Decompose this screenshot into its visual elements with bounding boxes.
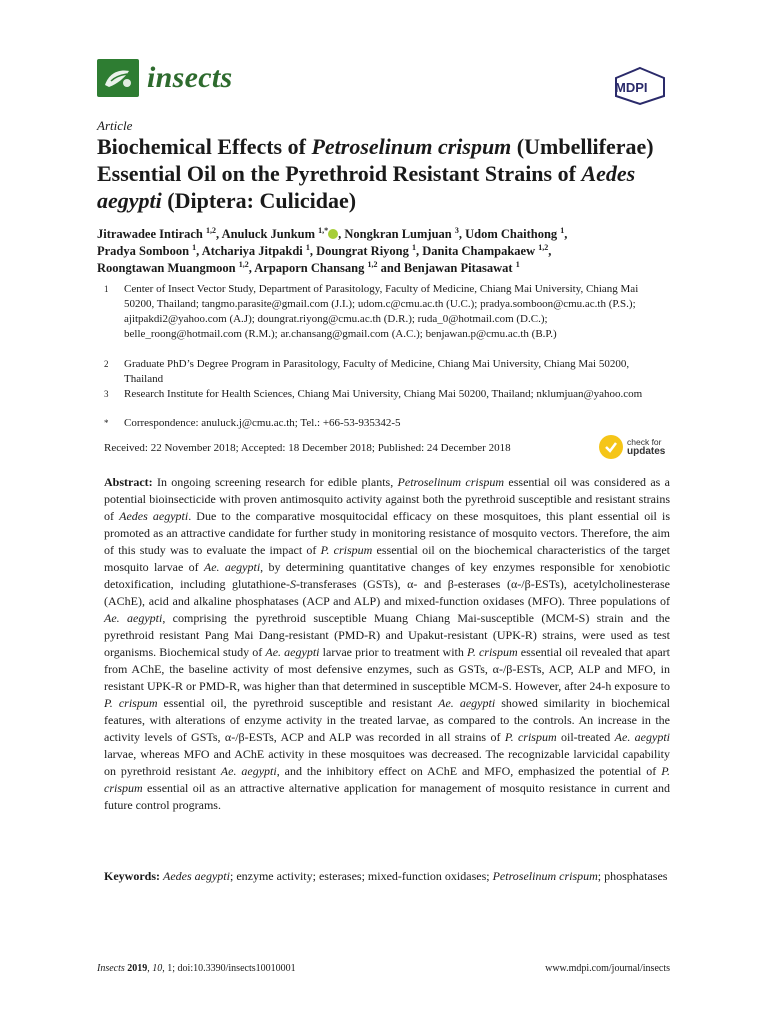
author[interactable]: Doungrat Riyong	[316, 244, 409, 258]
author[interactable]: Arpaporn Chansang	[254, 261, 365, 275]
author[interactable]: Pradya Somboon	[97, 244, 190, 258]
author[interactable]: Roongtawan Muangmoon	[97, 261, 236, 275]
keywords: Keywords: Aedes aegypti; enzyme activity; esterases; mixed-function oxidases; Petroselinum crispum; phosphatases	[104, 869, 668, 883]
affiliation: 3 Research Institute for Health Sciences, Chiang Mai University, Chiang Mai 50200, Thailand; nklumjuan@yahoo.com	[104, 388, 643, 400]
check-for-updates-button[interactable]: check for updates	[599, 435, 665, 459]
author[interactable]: Nongkran Lumjuan	[344, 227, 452, 241]
journal-logo-icon	[97, 59, 139, 97]
orcid-icon[interactable]	[328, 229, 338, 239]
journal-logo	[97, 59, 232, 97]
author-list: Jitrawadee Intirach $^{1,2}$, Anuluck Junkum $^{1,*}$ , Nongkran Lumjuan $^3$, Udom Chaithong $^1$, Pradya Somboon $^1$, Atchariya Jitpakdi $^1$, Doungrat Riyong $^1$, Danita Champakaew $^{1,2}$, Roongtawan Muangmoon $^{1,2}$, Arpaporn Chansang $^{1,2}$ and Benjawan Pitasawat $^1$	[97, 225, 568, 275]
paper-title: Biochemical Effects of Petroselinum crispum (Umbelliferae) Essential Oil on the Pyrethroid Resistant Strains of Aedes aegypti (Diptera: Culicidae)	[97, 134, 654, 213]
author[interactable]: Udom Chaithong	[465, 227, 558, 241]
author[interactable]: Atchariya Jitpakdi	[201, 244, 303, 258]
abstract: Abstract: In ongoing screening research for edible plants, Petroselinum crispum essential oil was considered as a potential bioinsecticide with proven antimosquito activity against both the pyrethroid susceptible and resistant strains of Aedes aegypti. Due to the comparative mosquitocidal efficacy on these mosquitoes, this plant essential oil is promoted as an attractive candidate for further study in monitoring resistance of mosquito vectors. Therefore, the aim of this study was to evaluate the impact of P. crispum essential oil on the biochemical characteristics of the target mosquito larvae of Ae. aegypti, by determining quantitative changes of key enzymes responsible for xenobiotic detoxification, including glutathione-S-transferases (GSTs), α- and β-esterases (α-/β-ESTs), acetylcholinesterase (AChE), acid and alkaline phosphatases (ACP and ALP) and mixed-function oxidases (MFO). Three populations of Ae. aegypti, comprising the pyrethroid susceptible Muang Chiang Mai-susceptible (MCM-S) strain and the pyrethroid resistant Pang Mai Dang-resistant (PMD-R) and Upakut-resistant (UPK-R) strains, were used as test organisms. Biochemical study of Ae. aegypti larvae prior to treatment with P. crispum essential oil revealed that apart from AChE, the baseline activity of most defensive enzymes, such as GSTs, α-/β-ESTs, ACP, ALP and MFO, in resistant UPK-R or PMD-R, was higher than that determined in susceptible MCM-S. However, after 24-h exposure to P. crispum essential oil, the pyrethroid susceptible and resistant Ae. aegypti showed similarity in biochemical features, with alterations of enzyme activity in the treated larvae, as compared to the controls. An increase in the activity levels of GSTs, α-/β-ESTs, ACP and ALP was recorded in all strains of P. crispum oil-treated Ae. aegypti larvae, whereas MFO and AChE activity in these mosquitoes was decreased. The recognizable larvicidal capability on pyrethroid resistant Ae. aegypti, and the inhibitory effect on AChE and MFO, emphasized the potential of P. crispum essential oil as an attractive alternative application for management of mosquito resistance in current and future control programs.	[104, 475, 671, 812]
check-updates-icon	[599, 435, 623, 459]
article-type: Article	[97, 118, 133, 133]
publisher-label: MDPI	[615, 80, 648, 95]
affiliation: 2 Graduate PhD’s Degree Program in Parasitology, Faculty of Medicine, Chiang Mai University, Chiang Mai 50200, Thailand	[104, 358, 630, 385]
author[interactable]: Jitrawadee Intirach	[97, 227, 203, 241]
citation-footer: Insects 2019, 10, 1; doi:10.3390/insects10010001	[97, 963, 296, 974]
journal-name: insects	[147, 61, 233, 94]
publication-dates: Received: 22 November 2018; Accepted: 18 December 2018; Published: 24 December 2018	[104, 442, 511, 454]
affiliation: 1 Center of Insect Vector Study, Department of Parasitology, Faculty of Medicine, Chiang Mai University, Chiang Mai 50200, Thailand; tangmo.parasite@gmail.com (J.I.); udom.c@cmu.ac.th (U.C.); pradya.somboon@cmu.ac.th (P.S.); ajitpakdi2@yahoo.com (A.J); doungrat.riyong@cmu.ac.th (D.R.); ruda_0@hotmail.com (D.C.); belle_roong@hotmail.com (R.M.); ar.chansang@gmail.com (A.C.); benjawan.p@cmu.ac.th (B.P.)	[104, 283, 639, 340]
author[interactable]: Danita Champakaew	[422, 244, 536, 258]
author[interactable]: Benjawan Pitasawat	[403, 261, 513, 275]
journal-url-link[interactable]: www.mdpi.com/journal/insects	[545, 963, 670, 974]
correspondence: * Correspondence: anuluck.j@cmu.ac.th; Tel.: +66-53-935342-5	[104, 417, 401, 429]
author[interactable]: Anuluck Junkum	[221, 227, 316, 241]
